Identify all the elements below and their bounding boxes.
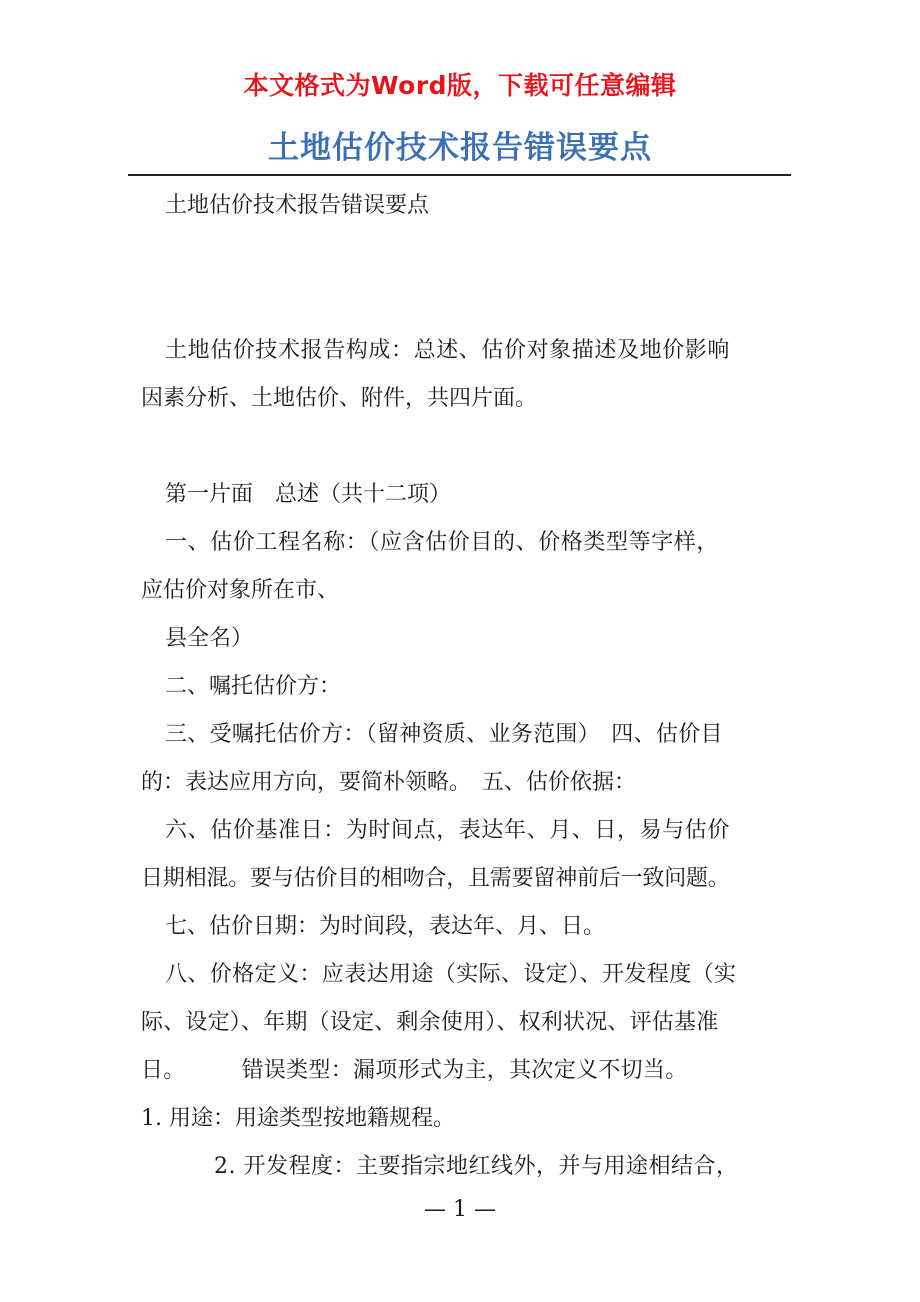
paragraph-line: 一、估价工程名称：（应含估价目的、价格类型等字样， <box>165 530 720 555</box>
paragraph-line: 的：表达应用方向，要简朴领略。 五、估价依据： <box>141 770 637 795</box>
subtitle-line: 土地估价技术报告错误要点 <box>165 193 430 218</box>
paragraph-line: 因素分析、土地估价、附件，共四片面。 <box>141 386 538 411</box>
list-item: 2. 开发程度：主要指宗地红线外，并与用途相结合， <box>214 1154 739 1179</box>
paragraph-line: 应估价对象所在市、 <box>141 578 340 603</box>
paragraph-line: 六、估价基准日：为时间点，表达年、月、日，易与估价 <box>165 818 731 843</box>
paragraph-line: 土地估价技术报告构成：总述、估价对象描述及地价影响 <box>165 338 731 363</box>
paragraph-line: 七、估价日期：为时间段，表达年、月、日。 <box>165 914 606 939</box>
paragraph-line: 县全名） <box>165 626 254 651</box>
paragraph-line: 际、设定）、年期（设定、剩余使用）、权利状况、评估基准 <box>141 1010 719 1035</box>
title-divider <box>128 174 791 176</box>
paragraph-line: 三、受嘱托估价方：（留神资质、业务范围） 四、估价目 <box>165 722 723 747</box>
page-number: — 1 — <box>424 1197 496 1222</box>
paragraph-line: 八、价格定义：应表达用途（实际、设定）、开发程度（实 <box>165 962 737 987</box>
paragraph-line: 二、嘱托估价方： <box>165 674 342 699</box>
word-format-banner: 本文格式为Word版，下载可任意编辑 <box>243 71 677 100</box>
paragraph-line: 日期相混。要与估价目的相吻合，且需要留神前后一致问题。 <box>141 866 730 891</box>
list-item: 1. 用途：用途类型按地籍规程。 <box>141 1106 455 1131</box>
section-heading: 第一片面 总述（共十二项） <box>165 482 452 507</box>
document-title: 土地估价技术报告错误要点 <box>268 130 652 166</box>
paragraph-line: 日。 错误类型：漏项形式为主，其次定义不切当。 <box>141 1058 688 1083</box>
